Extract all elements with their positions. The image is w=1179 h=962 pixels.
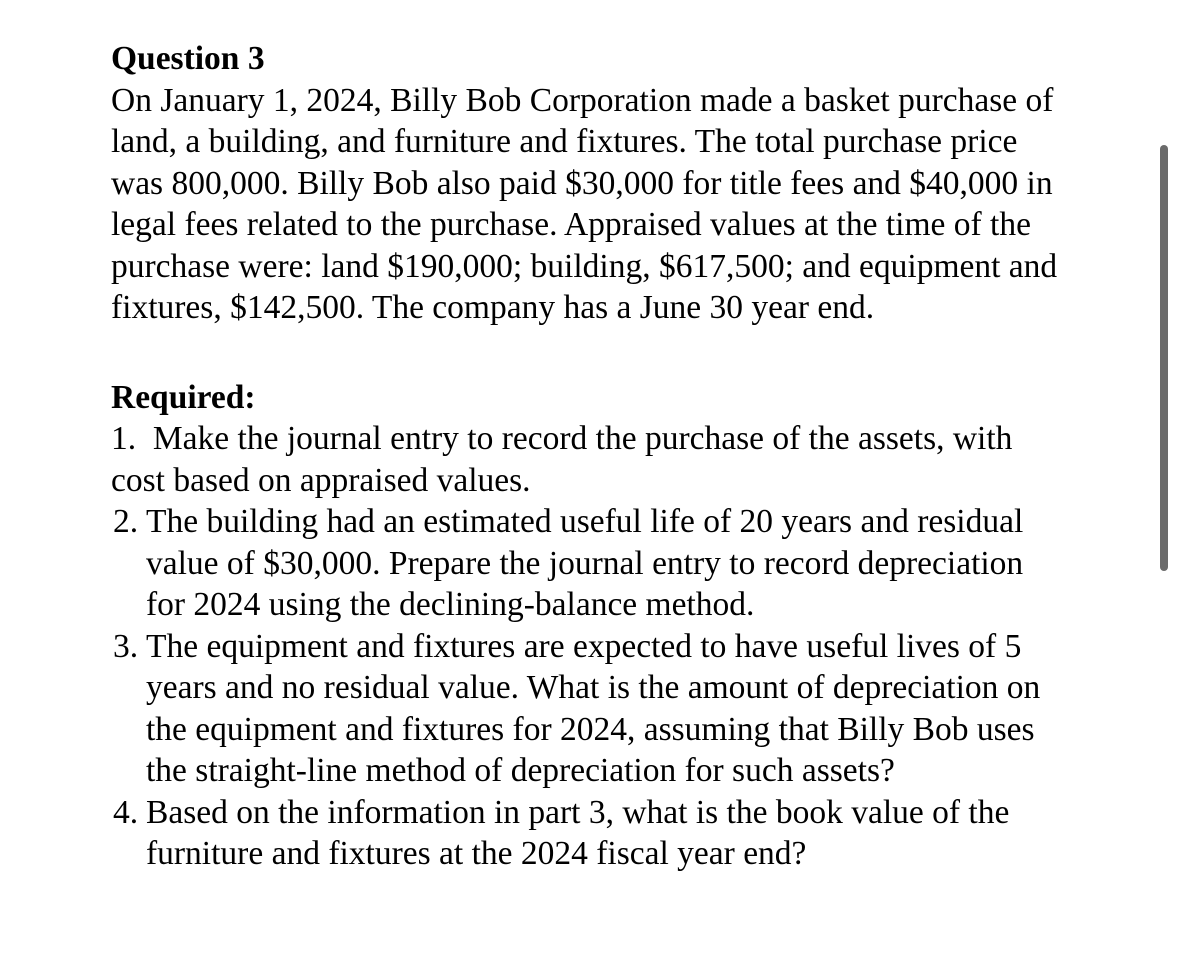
item-number: 4. bbox=[113, 793, 139, 831]
question-title: Question 3 bbox=[111, 40, 265, 77]
item-text: The equipment and fixtures are expected to have useful lives of 5 years and no residual value. What is the amount of depreciation on the equipment and fixtures for 2024, assuming that Billy Bob uses the straight-line method of depreciation for such assets? bbox=[146, 627, 1041, 789]
required-item-2 bbox=[111, 501, 1111, 626]
item-number: 2. bbox=[113, 503, 139, 540]
item-text: Make the journal entry to record the purchase of the assets, with cost based on appraised values. bbox=[111, 420, 1013, 499]
item-text: The building had an estimated useful life of 20 years and residual value of $30,000. Prepare the journal entry to record depreciation for 2024 using the declining-balance method. bbox=[146, 503, 1024, 623]
document bbox=[111, 38, 1111, 875]
required-heading: Required: bbox=[111, 378, 256, 416]
vertical-scrollbar[interactable] bbox=[1160, 145, 1168, 571]
required-item-4 bbox=[111, 792, 1111, 875]
item-text: Based on the information in part 3, what is the book value of the furniture and fixtures at the 2024 fiscal year end? bbox=[146, 793, 1010, 872]
item-number: 3. bbox=[113, 627, 139, 665]
item-number: 1. bbox=[111, 420, 137, 457]
required-item-1 bbox=[111, 418, 1061, 501]
question-body: On January 1, 2024, Billy Bob Corporation made a basket purchase of land, a building, and furniture and fixtures. The total purchase price was 800,000. Billy Bob also paid $30,000 for title fees and $40,000 in legal fees related to the purchase. Appraised values at the time of the purchase were: land $190,000; building, $617,500; and equipment and fixtures, $142,500. The company has a June 30 year end. bbox=[111, 81, 1058, 326]
required-item-3 bbox=[111, 626, 1111, 792]
